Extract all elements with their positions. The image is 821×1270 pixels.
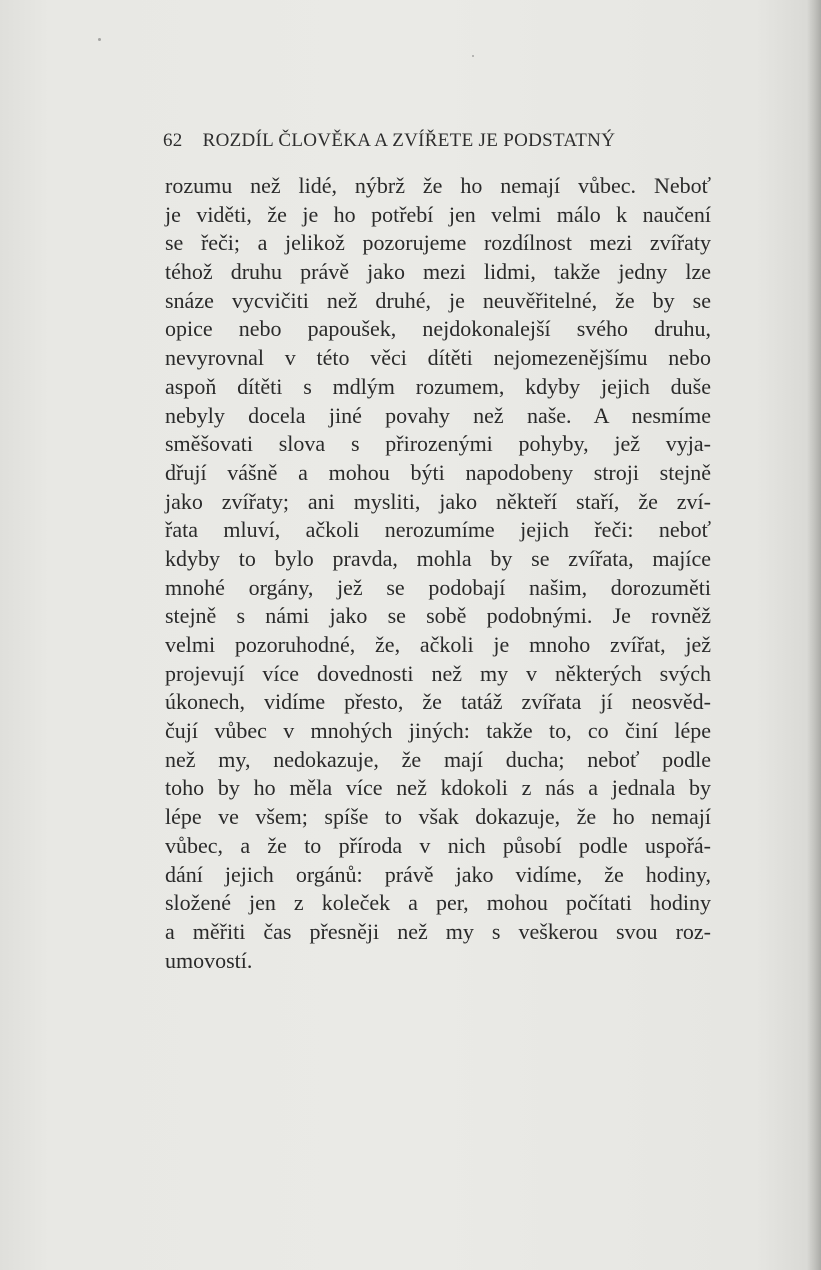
text-line: jako zvířaty; ani mysliti, jako někteří staří, že zví-	[165, 488, 711, 514]
text-line: toho by ho měla více než kdokoli z nás a jednala by	[165, 775, 711, 801]
text-line: vůbec, a že to příroda v nich působí podle uspořá-	[165, 832, 711, 858]
running-head	[163, 130, 663, 158]
text-line: směšovati slova s přirozenými pohyby, jež vyja-	[165, 431, 711, 457]
text-line: než my, nedokazuje, že mají ducha; neboť podle	[165, 746, 711, 772]
paper-speck	[98, 38, 101, 41]
text-line: je viděti, že je ho potřebí jen velmi málo k naučení	[165, 201, 711, 227]
text-line: nevyrovnal v této věci dítěti nejomezenějšímu nebo	[165, 345, 711, 371]
text-line: umovostí.	[165, 947, 253, 973]
text-line: opice nebo papoušek, nejdokonalejší svého druhu,	[165, 316, 711, 342]
text-line: aspoň dítěti s mdlým rozumem, kdyby jejich duše	[165, 373, 711, 399]
text-line: téhož druhu právě jako mezi lidmi, takže jedny lze	[165, 259, 711, 285]
body-text	[165, 172, 711, 975]
text-line: snáze vycvičiti než druhé, je neuvěřitelné, že by se	[165, 287, 711, 313]
text-line: kdyby to bylo pravda, mohla by se zvířata, majíce	[165, 545, 711, 571]
page-edge-shadow	[807, 0, 821, 1270]
text-line: se řeči; a jelikož pozorujeme rozdílnost mezi zvířaty	[165, 230, 711, 256]
text-line: nebyly docela jiné povahy než naše. A nesmíme	[165, 402, 711, 428]
text-line: velmi pozoruhodné, že, ačkoli je mnoho zvířat, jež	[165, 632, 711, 657]
text-line: lépe ve všem; spíše to však dokazuje, že ho nemají	[165, 804, 711, 830]
text-line: čují vůbec v mnohých jiných: takže to, co činí lépe	[165, 718, 711, 744]
text-line: dání jejich orgánů: právě jako vidíme, že hodiny,	[165, 861, 711, 887]
page-number: 62	[163, 130, 183, 151]
text-line: mnohé orgány, jež se podobají našim, dorozuměti	[165, 574, 711, 600]
text-line: úkonech, vidíme přesto, že tatáž zvířata jí neosvěd-	[165, 689, 711, 715]
text-line: řata mluví, ačkoli nerozumíme jejich řeči: neboť	[165, 517, 711, 543]
text-line: dřují vášně a mohou býti napodobeny stroji stejně	[165, 459, 711, 485]
text-line: složené jen z koleček a per, mohou počítati hodiny	[165, 890, 711, 916]
text-line: a měřiti čas přesněji než my s veškerou svou roz-	[165, 918, 711, 944]
paper-speck	[472, 55, 474, 57]
text-line: rozumu než lidé, nýbrž že ho nemají vůbec. Neboť	[165, 173, 711, 198]
running-title: ROZDÍL ČLOVĚKA A ZVÍŘETE JE PODSTATNÝ	[202, 130, 616, 151]
text-line: stejně s námi jako se sobě podobnými. Je rovněž	[165, 603, 711, 629]
text-line: projevují více dovednosti než my v některých svých	[165, 660, 711, 686]
